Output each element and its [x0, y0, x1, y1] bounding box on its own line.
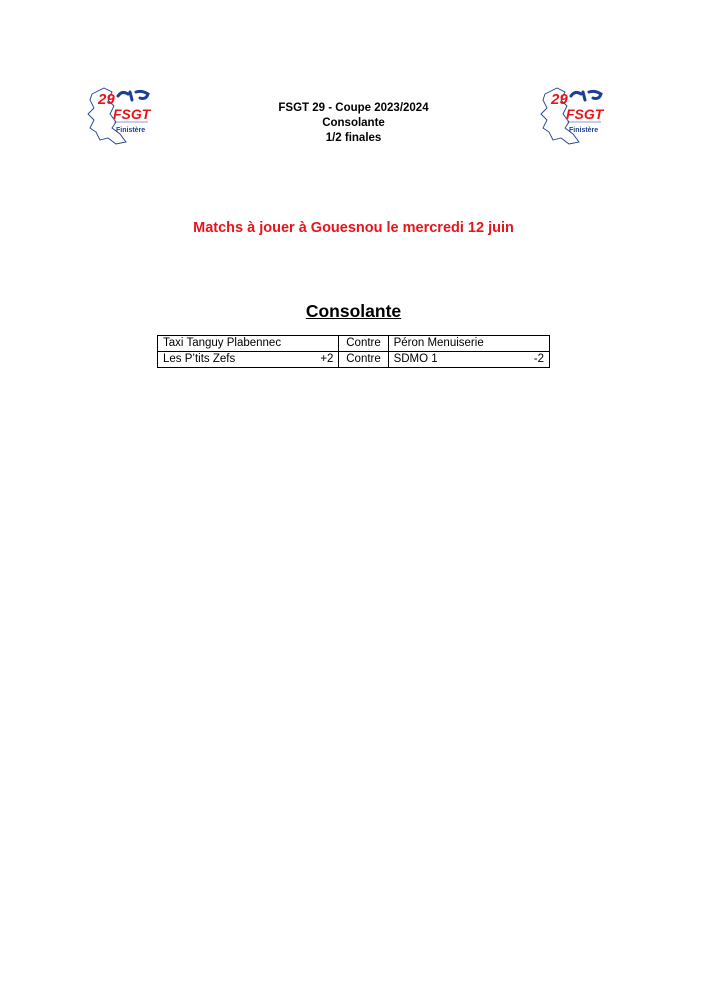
svg-text:FSGT: FSGT — [113, 106, 151, 122]
away-team: Péron Menuiserie — [393, 337, 484, 349]
svg-text:29: 29 — [98, 91, 115, 108]
header-line-competition: FSGT 29 - Coupe 2023/2024 — [278, 102, 429, 114]
match-announcement: Matchs à jouer à Gouesnou le mercredi 12 juin — [193, 220, 514, 236]
away-handicap: -2 — [533, 353, 544, 365]
document-header — [0, 101, 707, 146]
section-title: Consolante — [305, 301, 402, 321]
header-line-category: Consolante — [322, 117, 385, 129]
svg-text:FSGT: FSGT — [566, 106, 604, 122]
header-line-round: 1/2 finales — [325, 132, 382, 144]
svg-text:29: 29 — [551, 91, 568, 108]
table-row — [158, 352, 550, 368]
away-team-cell — [388, 336, 549, 352]
svg-text:Finistère: Finistère — [116, 127, 146, 134]
versus-cell: Contre — [339, 336, 388, 352]
versus-cell: Contre — [339, 352, 388, 368]
home-team: Taxi Tanguy Plabennec — [163, 337, 282, 349]
matches-table — [157, 335, 550, 368]
home-team-cell — [158, 352, 339, 368]
home-team: Les P’tits Zefs — [163, 353, 236, 365]
home-team-cell — [158, 336, 339, 352]
home-handicap: +2 — [320, 353, 334, 365]
table-row — [158, 336, 550, 352]
svg-text:Finistère: Finistère — [569, 127, 599, 134]
away-team: SDMO 1 — [393, 353, 438, 365]
away-team-cell — [388, 352, 549, 368]
